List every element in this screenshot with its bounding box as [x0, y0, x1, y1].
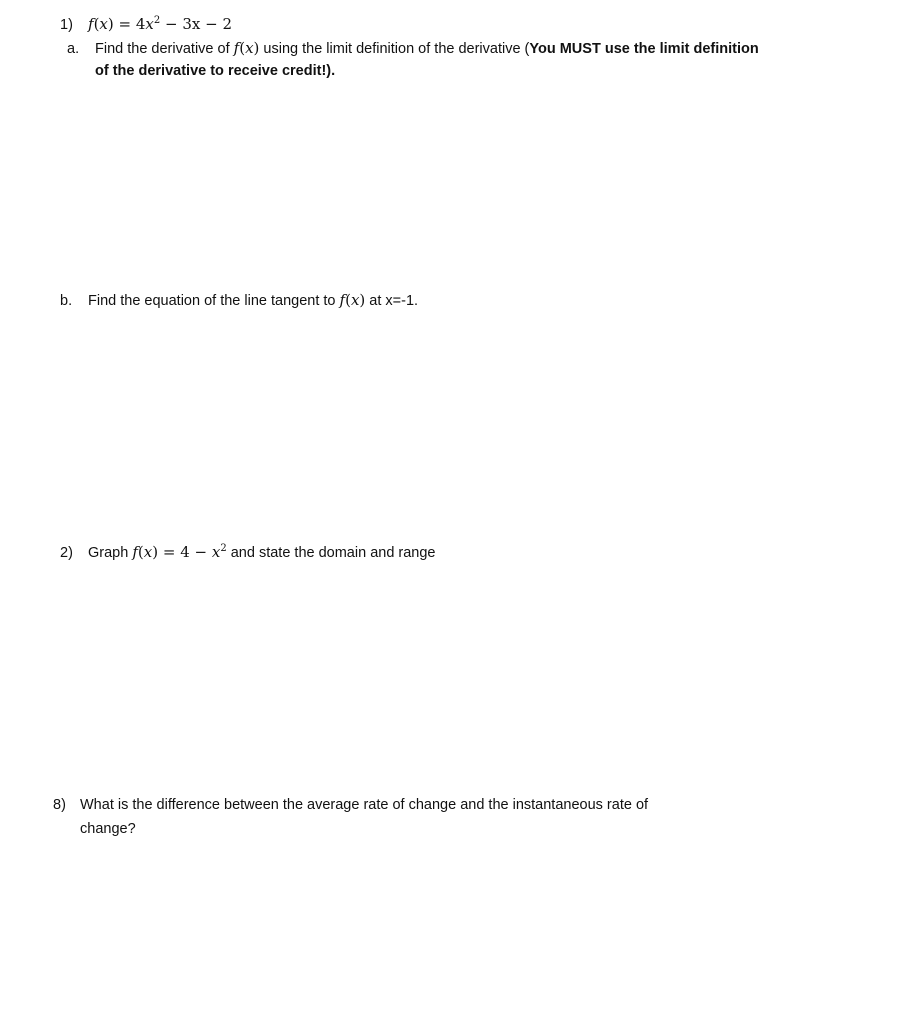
question-1b-letter: b. — [60, 293, 73, 309]
question-8-line-1: What is the difference between the average rate of change and the instantaneous rate of — [80, 797, 649, 813]
question-1-number: 1) — [60, 17, 73, 33]
question-8-number: 8) — [53, 797, 66, 813]
question-8-line-2: change? — [80, 821, 136, 837]
question-1b-function: f(x) — [339, 291, 366, 309]
question-1b — [60, 290, 418, 311]
equation-rhs-tail: − 3x − 2 — [160, 15, 233, 33]
question-1b-text-pre: Find the equation of the line tangent to — [88, 293, 340, 309]
equation-rhs-lead: = 4 — [118, 15, 146, 33]
variable-symbol: x — [99, 15, 108, 33]
question-8 — [53, 795, 648, 815]
question-2-number: 2) — [60, 545, 73, 561]
exponent: 2 — [153, 15, 161, 26]
question-1-equation: $f(x) = 4x^2 - 3x - 2$ — [88, 15, 233, 33]
question-2-text-pre: Graph — [88, 545, 133, 561]
question-1a-function: f(x) — [233, 39, 260, 57]
question-1b-text-post: at x=-1. — [365, 293, 419, 309]
question-1a-text-pre: Find the derivative of — [95, 41, 234, 57]
question-2 — [60, 542, 436, 563]
question-2-equation: $f(x) = 4 - x^2$ — [132, 543, 227, 561]
function-symbol: f — [88, 15, 94, 33]
question-1a — [67, 38, 759, 59]
question-2-text-post: and state the domain and range — [226, 545, 436, 561]
question-1a-bold-instruction: You MUST use the limit definition — [529, 41, 759, 57]
question-1a-text-mid: using the limit definition of the derivative ( — [259, 41, 530, 57]
question-1-header — [60, 14, 232, 35]
question-1a-bold-continuation: of the derivative to receive credit!). — [95, 63, 336, 79]
question-1a-letter: a. — [67, 41, 80, 57]
